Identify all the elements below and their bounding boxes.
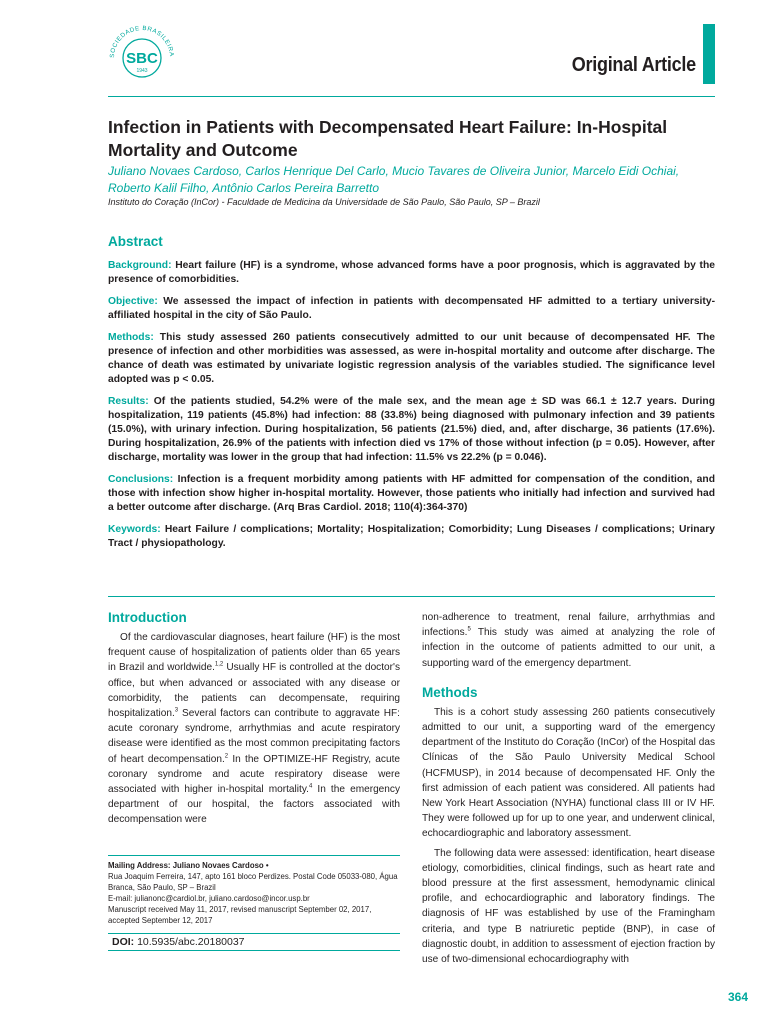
abstract-objective bbox=[108, 295, 715, 323]
logo-acronym: SBC bbox=[126, 50, 158, 67]
intro-continuation bbox=[422, 610, 715, 671]
methods-paragraph: The following data were assessed: identification, heart disease etiology, comorbidities, clinical findings, such as heart rate and blood pressure at the first assessment, hemodynamic clinical profile, and echocardiographic and laboratory findings. The diagnosis of HF was established by use of the Framingham criteria, and type B natriuretic peptide (BNP), in case of diagnostic doubt, in addition to assessment of ejection fraction by use of two-dimensional echocardiography with bbox=[422, 847, 715, 966]
methods-heading: Methods bbox=[422, 684, 478, 700]
objective-label: Objective: bbox=[108, 296, 158, 307]
citation: 3 bbox=[174, 707, 179, 714]
abstract-methods bbox=[108, 331, 715, 387]
citation: 1,2 bbox=[214, 662, 224, 669]
article-type: Original Article bbox=[571, 54, 696, 76]
mailing-line: Rua Joaquim Ferreira, 147, apto 161 bloco Perdizes. Postal Code 05033-080, Água Branca, São Paulo, SP – Brazil bbox=[108, 872, 398, 892]
abstract-conclusions bbox=[108, 473, 715, 515]
introduction-paragraph bbox=[108, 630, 400, 828]
intro-text: Of the cardiovascular diagnoses, heart failure (HF) is the most frequent cause of hospitalization of patients older than 65 years in Brazil and worldwide. bbox=[108, 632, 400, 674]
background-label: Background: bbox=[108, 260, 172, 271]
objective-text: We assessed the impact of infection in patients with decompensated HF admitted to a tertiary university-affiliated hospital in the city of São Paulo. bbox=[108, 296, 715, 321]
sbc-logo bbox=[100, 18, 184, 88]
abstract-divider bbox=[108, 596, 715, 597]
citation: 4 bbox=[308, 783, 313, 790]
mailing-title: Mailing Address: Juliano Novaes Cardoso • bbox=[108, 861, 269, 870]
keywords-label: Keywords: bbox=[108, 524, 161, 535]
doi-value[interactable]: 10.5935/abc.20180037 bbox=[134, 936, 245, 948]
conclusions-text: Infection is a frequent morbidity among patients with HF admitted for compensation of the condition, and those with infection show higher in-hospital mortality. However, those patients who initially had infection and survived had a better outcome after discharge. (Arq Bras Cardiol. 2018; 110(4):364-370) bbox=[108, 474, 715, 513]
abstract-keywords bbox=[108, 523, 715, 551]
left-column bbox=[108, 610, 400, 828]
right-column bbox=[422, 610, 715, 967]
logo-year: 1943 bbox=[136, 68, 148, 74]
manuscript-dates: Manuscript received May 11, 2017, revised manuscript September 02, 2017, accepted September 12, 2017 bbox=[108, 905, 372, 925]
intro-text: In the emergency department of our hospital, the factors associated with decompensation were bbox=[108, 784, 401, 826]
methods-paragraph: This is a cohort study assessing 260 patients consecutively admitted to our unit, a supporting ward of the emergency department of the Instituto do Coração (InCor) of the Hospital das Clínicas of the São Paulo University Medical School (HCFMUSP), in 2014 because of decompensated HF. Only the first admission of each patient was considered. All patients had New York Heart Association (NYHA) functional class III or IV HF. They were followed up for up to one year, and underwent clinical, echocardiographic and laboratory assessment. bbox=[422, 706, 715, 840]
doi-label: DOI: bbox=[112, 936, 135, 948]
mailing-email: E-mail: julianonc@cardiol.br, juliano.cardoso@incor.usp.br bbox=[108, 894, 310, 903]
intro-text: non-adherence to treatment, renal failure, arrhythmias and infections. bbox=[422, 612, 715, 639]
conclusions-label: Conclusions: bbox=[108, 474, 174, 485]
methods-text: This study assessed 260 patients consecutively admitted to our unit because of decompensated HF. The presence of infection and other morbidities was assessed, as were in-hospital mortality and outcome after discharge. The chance of death was estimated by univariate logistic regression analysis of the variables studied. The significance level adopted was p < 0.05. bbox=[108, 332, 715, 385]
doi-box bbox=[108, 933, 400, 951]
intro-text: This study was aimed at analyzing the role of infection in the outcome of patients admitted to our unit, a supporting ward of the emergency department. bbox=[422, 627, 715, 669]
accent-bar bbox=[703, 24, 715, 84]
logo-ring-text: SOCIEDADE BRASILEIRA bbox=[108, 24, 176, 59]
footnote-divider bbox=[108, 855, 400, 856]
intro-text: Usually HF is controlled at the doctor's office, but when advanced or associated with any disease or comorbidity, the patients can decompensate, requiring hospitalization. bbox=[108, 662, 400, 720]
abstract-body bbox=[108, 259, 715, 559]
header-divider bbox=[108, 96, 715, 97]
methods-label: Methods: bbox=[108, 332, 154, 343]
abstract-results bbox=[108, 395, 715, 465]
introduction-heading: Introduction bbox=[108, 610, 187, 625]
results-label: Results: bbox=[108, 396, 149, 407]
abstract-heading: Abstract bbox=[108, 234, 163, 249]
results-text: Of the patients studied, 54.2% were of the male sex, and the mean age ± SD was 66.1 ± 12.7 years. During hospitalization, 119 patients (45.8%) had infection: 88 (33.8%) being diagnosed with pulmonary infection and 39 patients (15.0%), with urinary infection. During hospitalization, 56 patients (21.5%) died, and, after discharge, 36 patients (17.6%). During hospitalization, 26.9% of the patients with infection died vs 17% of those without infection (p = 0.05). However, after discharge, mortality was lower in the group that had infection: 11.5% vs 22.2% (p = 0.046). bbox=[108, 396, 715, 463]
article-title: Infection in Patients with Decompensated Heart Failure: In-Hospital Mortality and Outcome bbox=[108, 117, 668, 160]
mailing-address bbox=[108, 860, 400, 926]
intro-text: Several factors can contribute to aggravate HF: acute coronary syndrome, arrhythmias and acute respiratory disease were identified as the most common precipitating factors of heart decompensation. bbox=[108, 708, 400, 765]
affiliation: Instituto do Coração (InCor) - Faculdade de Medicina da Universidade de São Paulo, São Paulo, SP – Brazil bbox=[108, 197, 540, 207]
abstract-background bbox=[108, 259, 715, 287]
citation: 5 bbox=[467, 626, 471, 633]
intro-text: In the OPTIMIZE-HF Registry, acute coronary syndrome and acute respiratory disease were associated with higher in-hospital mortality. bbox=[108, 753, 400, 796]
page-number: 364 bbox=[727, 990, 748, 1004]
citation: 2 bbox=[224, 753, 229, 760]
author-list: Juliano Novaes Cardoso, Carlos Henrique Del Carlo, Mucio Tavares de Oliveira Junior, Marcelo Eidi Ochiai, Roberto Kalil Filho, Antônio Carlos Pereira Barretto bbox=[108, 164, 680, 195]
background-text: Heart failure (HF) is a syndrome, whose advanced forms have a poor prognosis, which is aggravated by the presence of comorbidities. bbox=[108, 260, 715, 285]
keywords-text: Heart Failure / complications; Mortality; Hospitalization; Comorbidity; Lung Diseases / complications; Urinary Tract / physiopathology. bbox=[108, 524, 715, 549]
